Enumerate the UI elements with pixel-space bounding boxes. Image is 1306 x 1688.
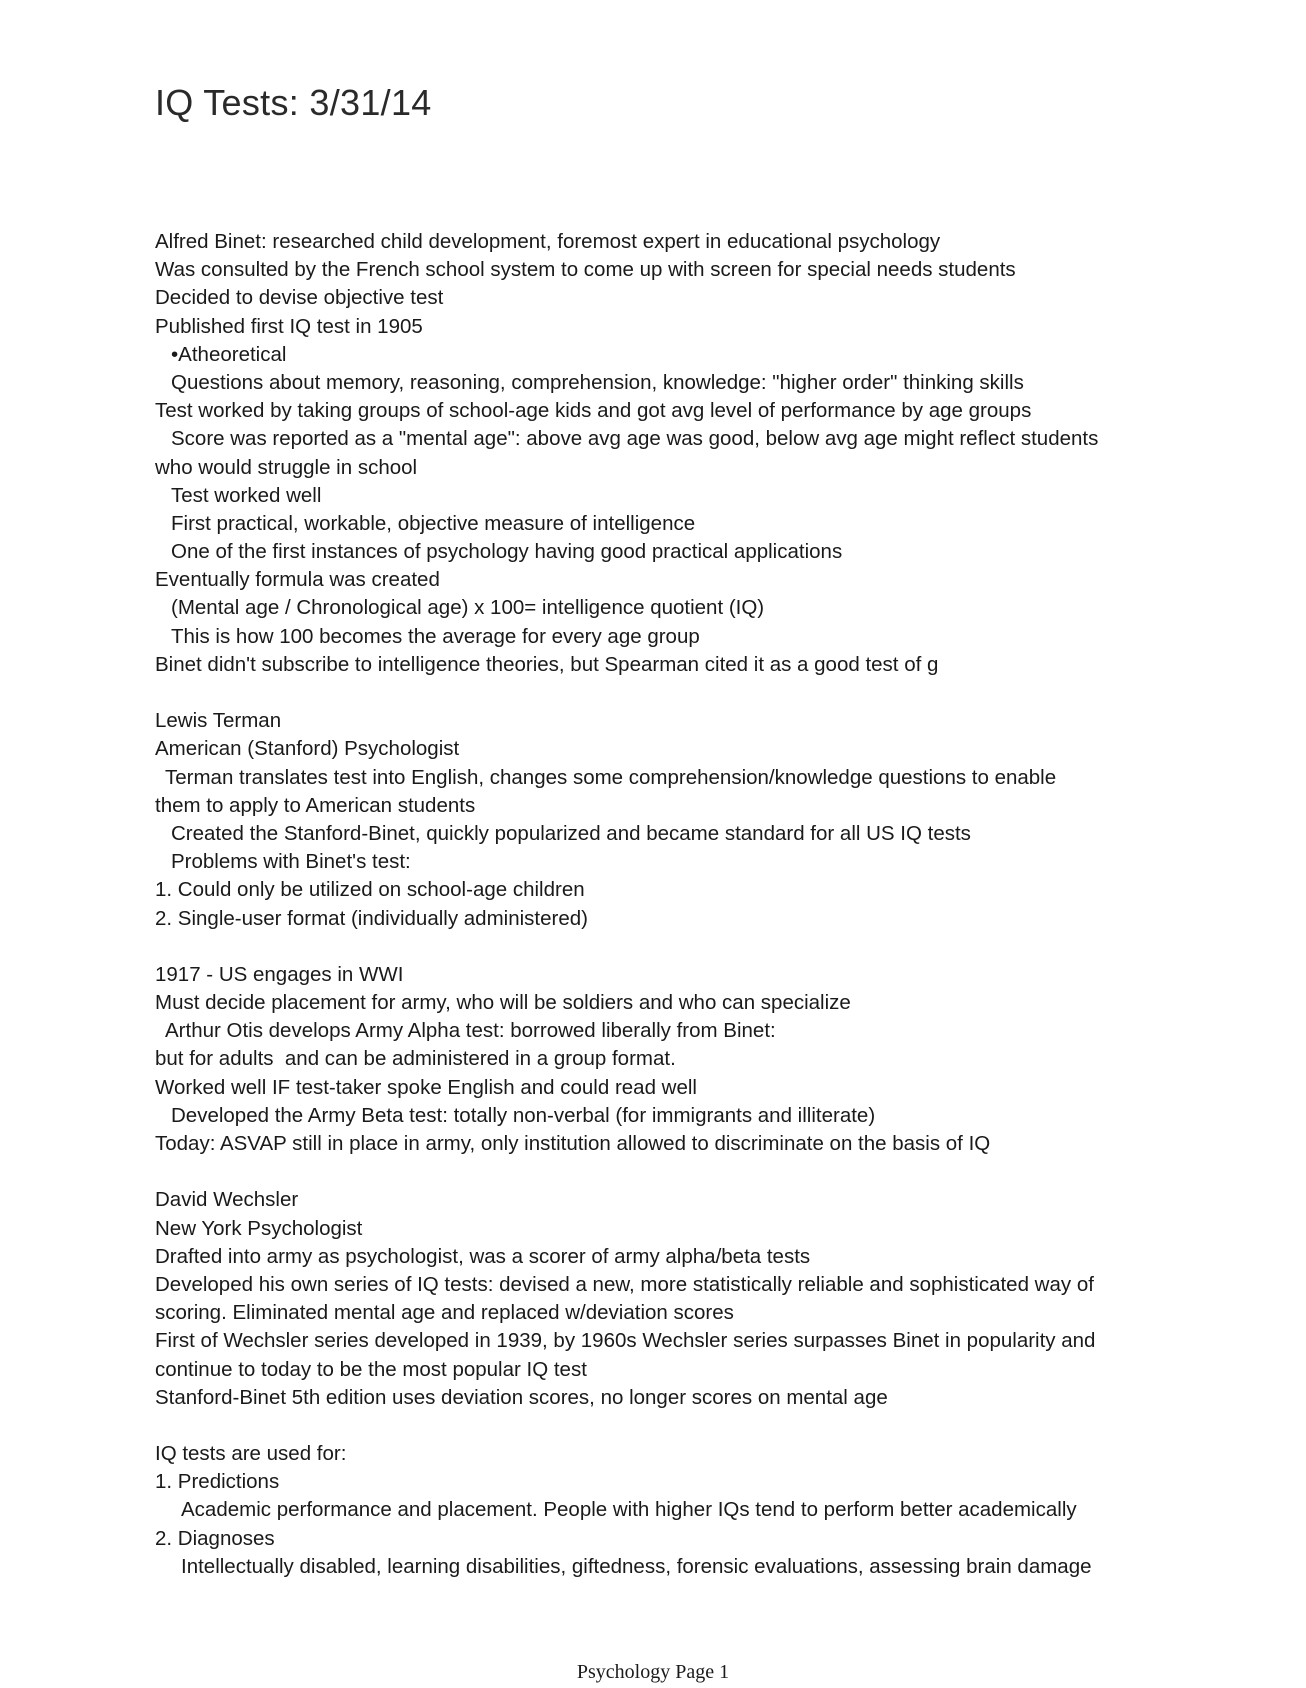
note-line: Developed his own series of IQ tests: devised a new, more statistically reliable and sophisticated way of: [155, 1272, 1094, 1296]
page-title: IQ Tests: 3/31/14: [155, 82, 432, 123]
note-line: David Wechsler: [155, 1188, 299, 1212]
note-line: One of the first instances of psychology having good practical applications: [171, 540, 843, 564]
note-line: Worked well IF test-taker spoke English and could read well: [155, 1075, 697, 1099]
note-line: 1917 - US engages in WWI: [155, 962, 404, 986]
note-line: them to apply to American students: [155, 793, 476, 817]
note-line: who would struggle in school: [155, 455, 418, 479]
note-line: Drafted into army as psychologist, was a scorer of army alpha/beta tests: [155, 1244, 811, 1268]
note-line: 1. Predictions: [155, 1470, 280, 1494]
notes-body: [155, 228, 1155, 1581]
note-line: Intellectually disabled, learning disabilities, giftedness, forensic evaluations, assessing brain damage: [181, 1554, 1092, 1578]
note-line: First of Wechsler series developed in 1939, by 1960s Wechsler series surpasses Binet in popularity and: [155, 1329, 1096, 1353]
note-line: This is how 100 becomes the average for every age group: [171, 624, 700, 648]
note-line: Decided to devise objective test: [155, 286, 444, 310]
note-line: Published first IQ test in 1905: [155, 314, 423, 338]
note-line: Was consulted by the French school system to come up with screen for special needs students: [155, 258, 1016, 282]
note-line: Must decide placement for army, who will be soldiers and who can specialize: [155, 991, 851, 1015]
note-line: Created the Stanford-Binet, quickly popularized and became standard for all US IQ tests: [171, 821, 971, 845]
note-line: (Mental age / Chronological age) x 100= intelligence quotient (IQ): [171, 596, 765, 620]
note-line: Developed the Army Beta test: totally non-verbal (for immigrants and illiterate): [171, 1103, 876, 1127]
note-line: IQ tests are used for:: [155, 1442, 347, 1466]
note-line: continue to today to be the most popular IQ test: [155, 1357, 587, 1381]
note-line: •Atheoretical: [171, 342, 287, 366]
note-line: Test worked well: [171, 483, 322, 507]
note-line: New York Psychologist: [155, 1216, 363, 1240]
blank-line: [155, 1158, 1155, 1186]
note-line: First practical, workable, objective measure of intelligence: [171, 511, 696, 535]
note-line: scoring. Eliminated mental age and replaced w/deviation scores: [155, 1301, 734, 1325]
note-line: Eventually formula was created: [155, 568, 440, 592]
note-line: Binet didn't subscribe to intelligence theories, but Spearman cited it as a good test of g: [155, 652, 939, 676]
note-line: American (Stanford) Psychologist: [155, 737, 460, 761]
note-line: Arthur Otis develops Army Alpha test: borrowed liberally from Binet:: [165, 1019, 776, 1043]
note-line: Academic performance and placement. People with higher IQs tend to perform better academically: [181, 1498, 1077, 1522]
note-line: Lewis Terman: [155, 709, 282, 733]
note-line: Stanford-Binet 5th edition uses deviation scores, no longer scores on mental age: [155, 1385, 888, 1409]
page-footer: Psychology Page 1: [576, 1661, 730, 1683]
note-line: Alfred Binet: researched child development, foremost expert in educational psychology: [155, 230, 941, 253]
blank-line: [155, 1412, 1155, 1440]
note-line: Score was reported as a "mental age": above avg age was good, below avg age might reflect students: [171, 427, 1099, 451]
note-line: 2. Single-user format (individually administered): [155, 906, 588, 930]
blank-line: [155, 679, 1155, 707]
note-line: Questions about memory, reasoning, comprehension, knowledge: "higher order" thinking skills: [171, 370, 1024, 394]
note-line: Test worked by taking groups of school-age kids and got avg level of performance by age groups: [155, 399, 1032, 423]
blank-line: [155, 933, 1155, 961]
note-line: 2. Diagnoses: [155, 1526, 275, 1550]
note-line: Problems with Binet's test:: [171, 850, 411, 874]
note-line: but for adults and can be administered in a group format.: [155, 1047, 676, 1071]
note-line: Today: ASVAP still in place in army, only institution allowed to discriminate on the basis of IQ: [155, 1132, 991, 1155]
note-line: Terman translates test into English, changes some comprehension/knowledge questions to enable: [165, 765, 1057, 789]
note-line: 1. Could only be utilized on school-age children: [155, 878, 585, 902]
